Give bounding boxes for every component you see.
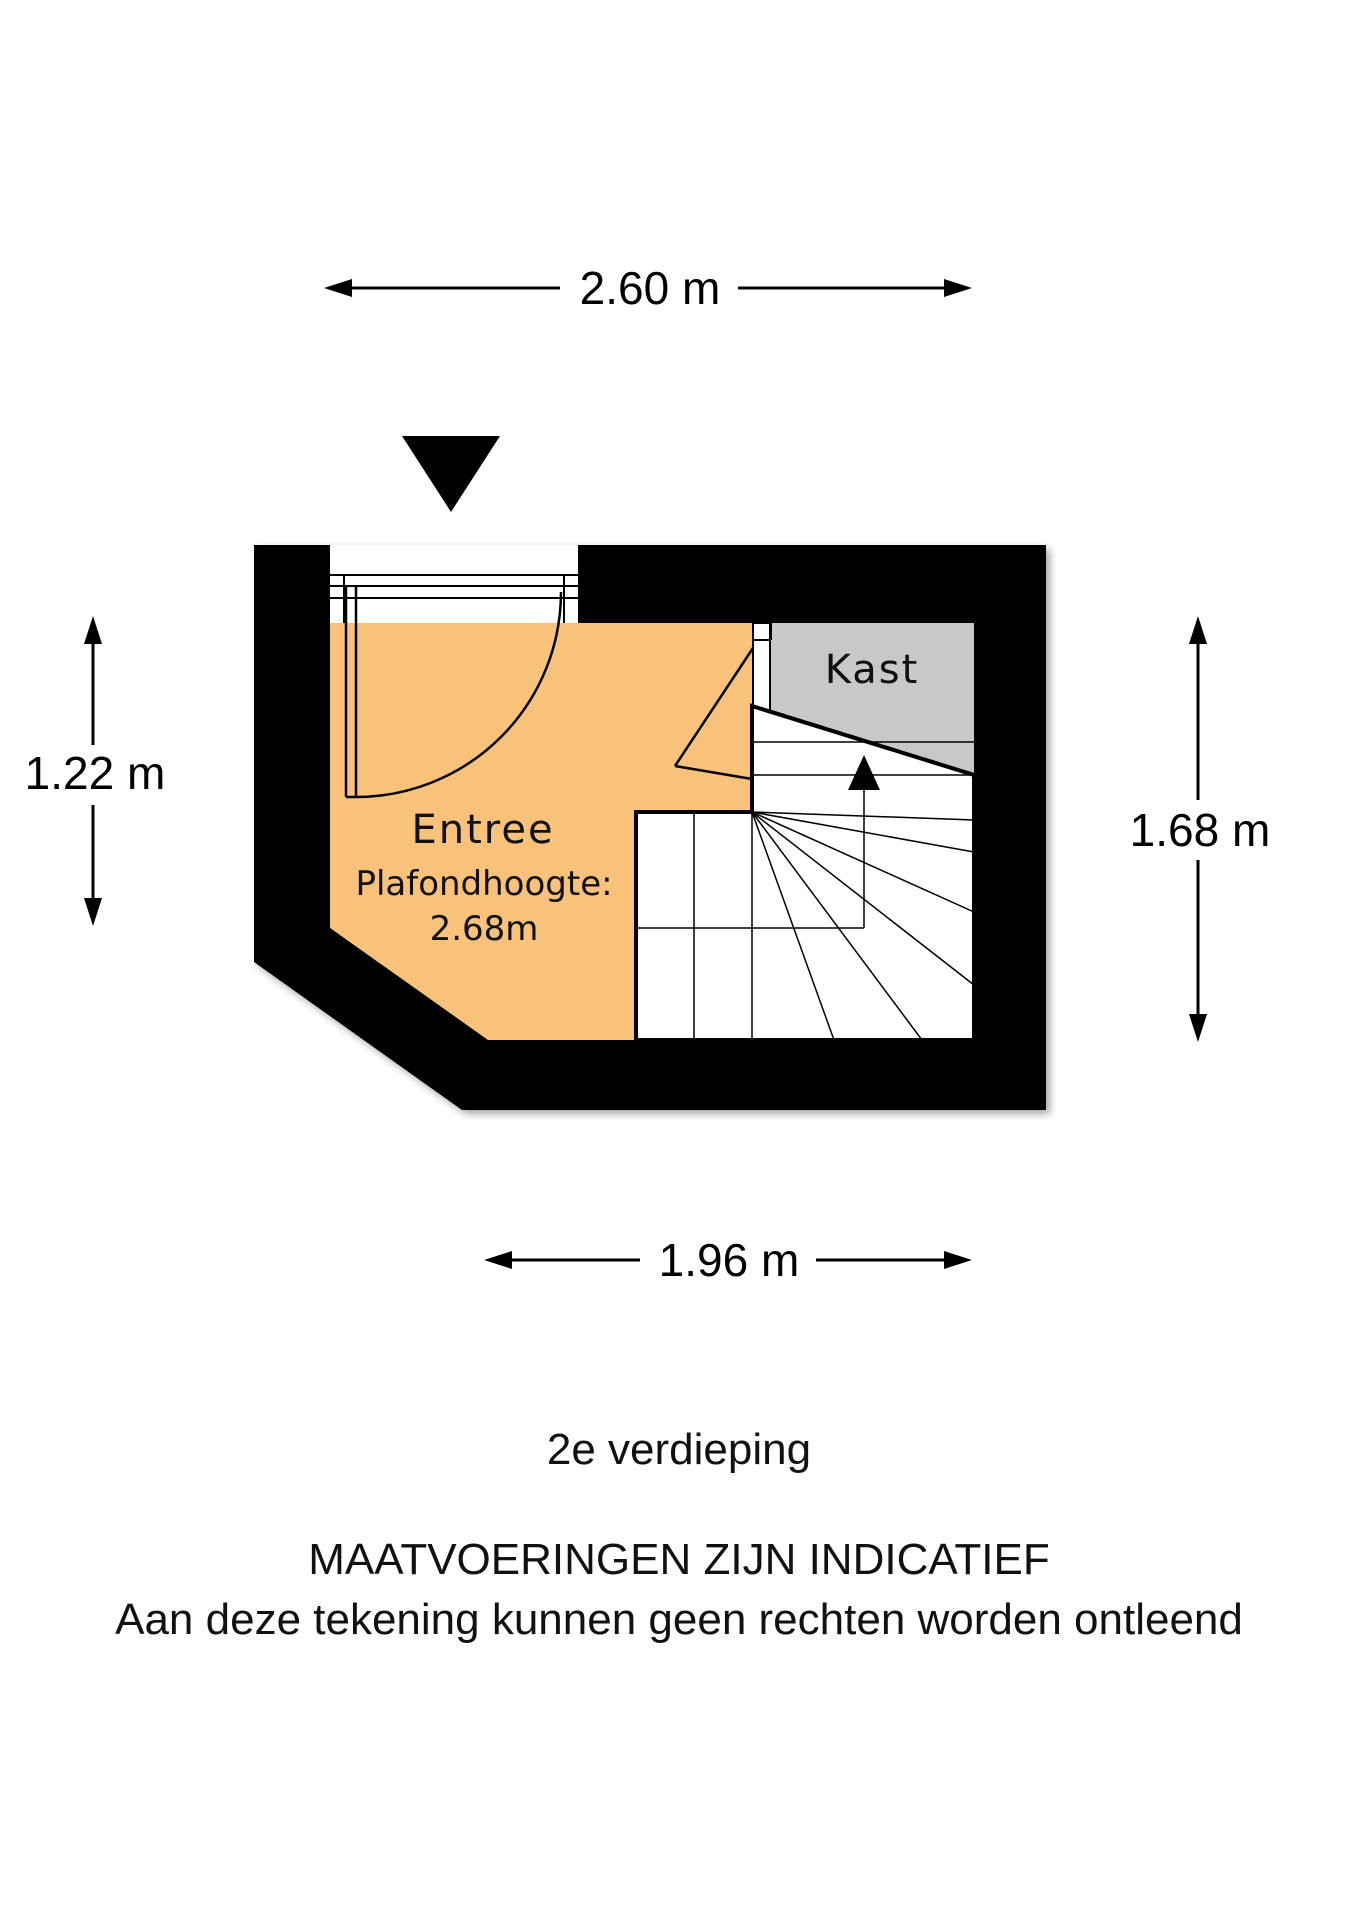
arrow-up-icon [1189, 616, 1207, 644]
dimension-right [1130, 616, 1271, 1042]
ceiling-height-label: Plafondhoogte: [355, 864, 613, 904]
triangle-down-icon [402, 436, 500, 512]
arrow-right-icon [944, 1251, 972, 1269]
dimension-left [25, 616, 166, 926]
disclaimer-title: MAATVOERINGEN ZIJN INDICATIEF [308, 1535, 1050, 1584]
arrow-left-icon [324, 279, 352, 297]
dimension-right-label: 1.68 m [1129, 804, 1271, 856]
arrow-down-icon [1189, 1014, 1207, 1042]
dimension-top [324, 262, 972, 314]
arrow-right-icon [944, 279, 972, 297]
arrow-down-icon [84, 898, 102, 926]
entrance-door-opening [330, 545, 578, 623]
dimension-bottom [484, 1234, 972, 1286]
arrow-left-icon [484, 1251, 512, 1269]
dimension-left-label: 1.22 m [24, 747, 166, 799]
floor-name: 2e verdieping [546, 1425, 812, 1474]
dimension-top-label: 2.60 m [579, 262, 721, 314]
kast-label: Kast [824, 647, 920, 693]
dimension-bottom-label: 1.96 m [658, 1234, 800, 1286]
entree-label: Entree [411, 807, 555, 853]
ceiling-height-value: 2.68m [429, 909, 539, 949]
arrow-up-icon [84, 616, 102, 644]
disclaimer-text: Aan deze tekening kunnen geen rechten worden ontleend [115, 1595, 1243, 1644]
